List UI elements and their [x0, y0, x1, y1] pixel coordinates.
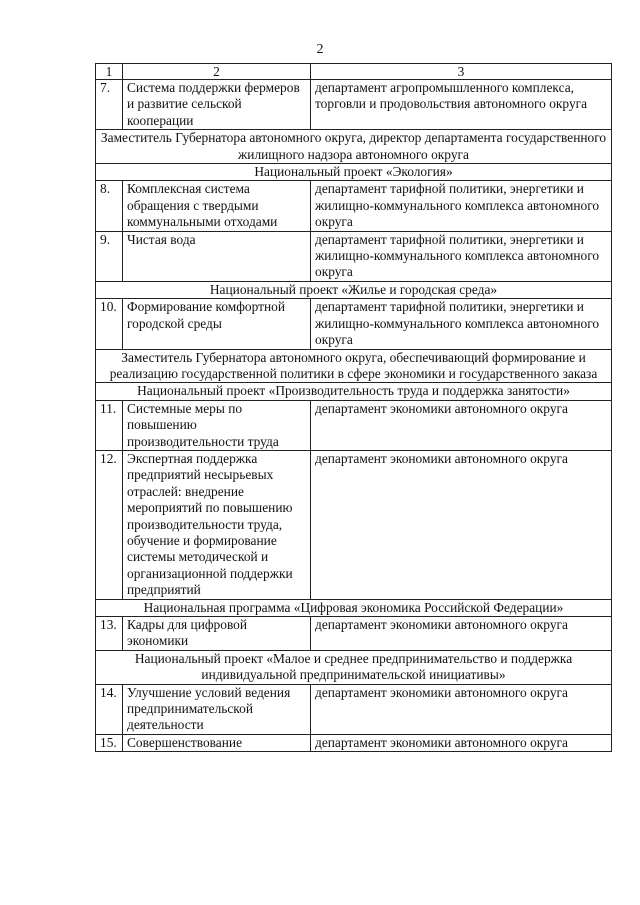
responsible-department: департамент экономики автономного округа: [311, 450, 612, 599]
section-row: [96, 349, 612, 383]
responsible-department: департамент агропромышленного комплекса, торговли и продовольствия автономного округа: [311, 80, 612, 130]
row-number: 8.: [96, 181, 123, 231]
responsible-department: департамент тарифной политики, энергетики и жилищно-коммунального комплекса автономного округа: [311, 181, 612, 231]
row-number: 7.: [96, 80, 123, 130]
row-number: 11.: [96, 400, 123, 450]
section-title: Национальный проект «Малое и среднее предпринимательство и поддержка индивидуальной предпринимательской инициативы»: [96, 650, 612, 684]
row-number: 14.: [96, 684, 123, 734]
row-number: 9.: [96, 231, 123, 281]
responsible-department: департамент экономики автономного округа: [311, 684, 612, 734]
section-row: [96, 164, 612, 181]
responsible-department: департамент экономики автономного округа: [311, 734, 612, 751]
row-number: 13.: [96, 617, 123, 651]
table-row: [96, 80, 612, 130]
section-title: Национальная программа «Цифровая экономика Российской Федерации»: [96, 599, 612, 616]
project-name: Улучшение условий ведения предпринимательской деятельности: [123, 684, 311, 734]
responsible-department: департамент экономики автономного округа: [311, 400, 612, 450]
responsible-department: департамент экономики автономного округа: [311, 617, 612, 651]
section-title: Заместитель Губернатора автономного округа, обеспечивающий формирование и реализацию государственной политики в сфере экономики и государственного заказа: [96, 349, 612, 383]
table-row: [96, 299, 612, 349]
table-row: [96, 231, 612, 281]
row-number: 10.: [96, 299, 123, 349]
header-col-2: 2: [123, 64, 311, 80]
responsible-department: департамент тарифной политики, энергетики и жилищно-коммунального комплекса автономного округа: [311, 299, 612, 349]
header-col-1: 1: [96, 64, 123, 80]
table-header-row: [96, 64, 612, 80]
section-row: [96, 383, 612, 400]
section-row: [96, 281, 612, 298]
project-name: Чистая вода: [123, 231, 311, 281]
table-row: [96, 734, 612, 751]
table-row: [96, 684, 612, 734]
project-name: Система поддержки фермеров и развитие сельской кооперации: [123, 80, 311, 130]
project-name: Экспертная поддержка предприятий несырьевых отраслей: внедрение мероприятий по повышению производительности труда, обучение и формирование системы методической и организационной поддержки предприятий: [123, 450, 311, 599]
table-row: [96, 617, 612, 651]
section-row: [96, 130, 612, 164]
table-row: [96, 450, 612, 599]
section-title: Заместитель Губернатора автономного округа, директор департамента государственного жилищного надзора автономного округа: [96, 130, 612, 164]
project-name: Формирование комфортной городской среды: [123, 299, 311, 349]
project-name: Кадры для цифровой экономики: [123, 617, 311, 651]
table-row: [96, 400, 612, 450]
page-number: 2: [316, 42, 324, 57]
project-name: Комплексная система обращения с твердыми коммунальными отходами: [123, 181, 311, 231]
project-name: Системные меры по повышению производительности труда: [123, 400, 311, 450]
section-title: Национальный проект «Производительность труда и поддержка занятости»: [96, 383, 612, 400]
table-row: [96, 181, 612, 231]
responsible-department: департамент тарифной политики, энергетики и жилищно-коммунального комплекса автономного округа: [311, 231, 612, 281]
header-col-3: 3: [311, 64, 612, 80]
section-row: [96, 650, 612, 684]
project-name: Совершенствование: [123, 734, 311, 751]
programs-table: [95, 63, 612, 752]
section-title: Национальный проект «Жилье и городская среда»: [96, 281, 612, 298]
row-number: 15.: [96, 734, 123, 751]
row-number: 12.: [96, 450, 123, 599]
section-row: [96, 599, 612, 616]
section-title: Национальный проект «Экология»: [96, 164, 612, 181]
